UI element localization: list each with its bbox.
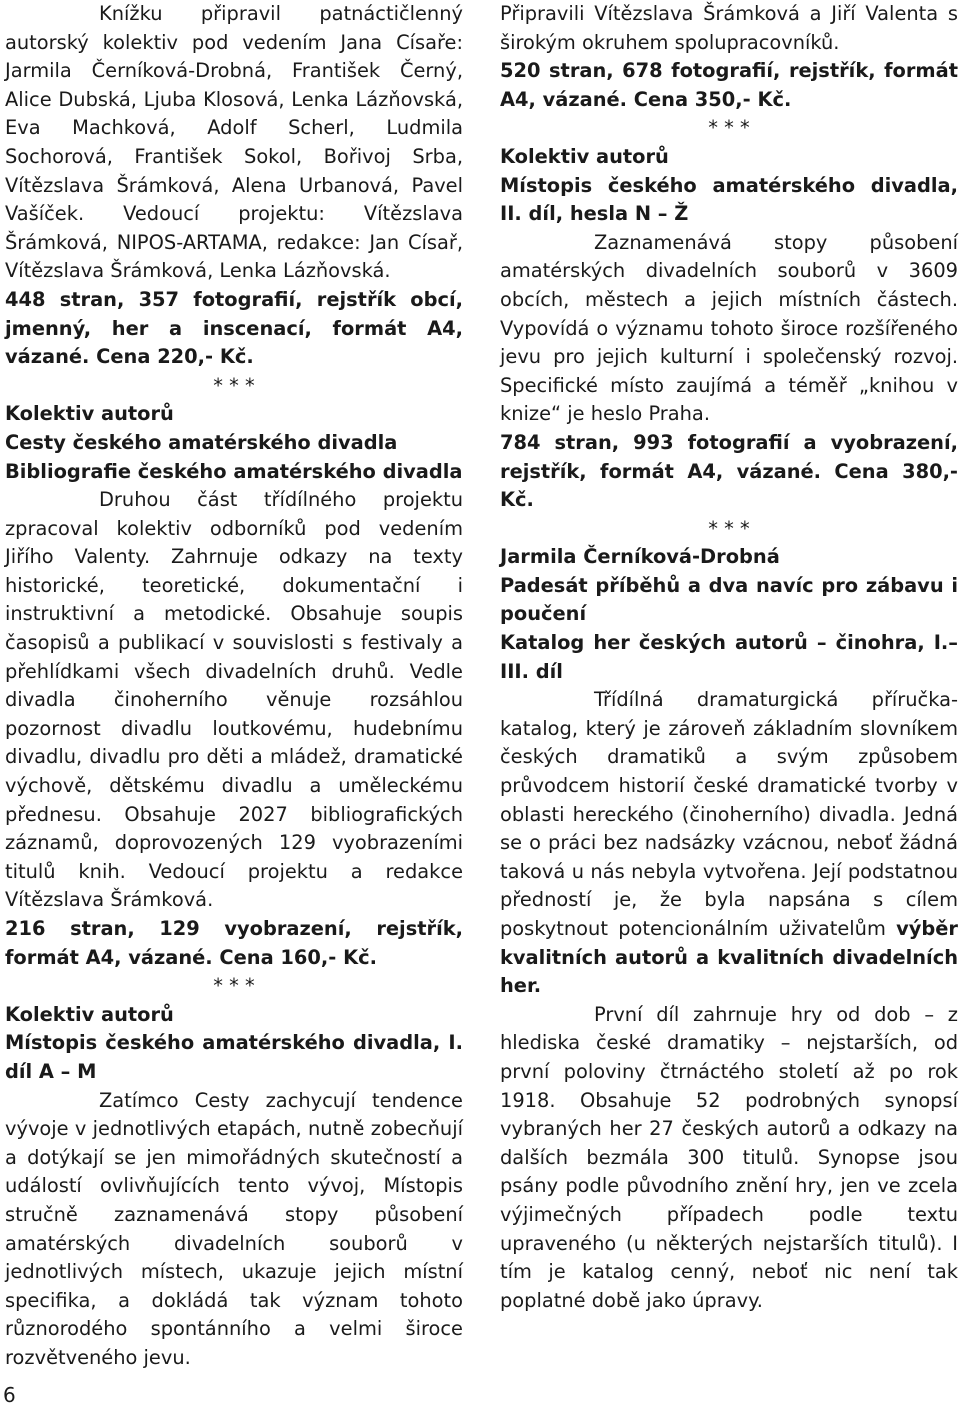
book-subtitle: Bibliografie českého amatérského divadla (5, 459, 463, 483)
book-author: Kolektiv autorů (5, 1002, 174, 1026)
book-title: Padesát příběhů a dva navíc pro zábavu i poučení (500, 573, 958, 626)
book-title: Cesty českého amatérského divadla (5, 430, 398, 454)
book-description: Druhou část třídílného projektu zpracoval kolektiv odborníků pod vedením Jiřího Valenty. Zahrnuje odkazy na texty historické, teoretické, dokumentační i instruktivní a metodické. Obsahuje soupis časopisů a publikací v souvislosti s festivaly a přehlídkami všech divadelních druhů. Vedle divadla činoherního věnuje rozsáhlou pozornost divadlu loutkovému, hudebnímu divadlu, divadlu pro děti a mládež, dramatické výchově, dětskému divadlu a uměleckému přednesu. Obsahuje 2027 bibliografických záznamů, doprovozených 129 vyobrazeními titulů knih. Vedoucí projektu a redakce Vítězslava Šrámková. (5, 488, 463, 912)
book-description: Zatímco Cesty zachycují tendence vývoje v jednotlivých etapách, nutně zobecňují a dotýkají se jen mimořádných skutečností a událostí ovlivňujících tento vývoj, Místopis stručně zaznamenává stopy působení amatérských divadelních souborů v jednotlivých místech, ukazuje jejich místní specifika, a dokládá tak význam tohoto různorodého spontánního a velmi široce rozvětveného jevu. (5, 1088, 463, 1369)
page-number: 6 (3, 1383, 16, 1407)
book-author: Jarmila Černíková-Drobná (500, 545, 780, 569)
left-column (5, 0, 463, 1373)
book-details: 216 stran, 129 vyobrazení, rejstřík, formát A4, vázané. Cena 160,- Kč. (5, 917, 463, 969)
book-author: Kolektiv autorů (500, 144, 669, 168)
intro-paragraph: Knížku připravil patnáctičlenný autorský kolektiv pod vedením Jana Císaře: Jarmila Černíková-Drobná, František Černý, Alice Dubská, Ljuba Klosová, Lenka Lázňovská, Eva Machková, Adolf Scherl, Ludmila Sochorová, František Sokol, Bořivoj Srba, Vítězslava Šrámková, Alena Urbanová, Pavel Vašíček. Vedoucí projektu: Vítězslava Šrámková, NIPOS-ARTAMA, redakce: Jan Císař, Vítězslava Šrámková, Lenka Lázňovská. (5, 2, 463, 283)
right-column (500, 0, 958, 1315)
intro-book-details: 448 stran, 357 fotografií, rejstřík obcí, jmenný, her a inscenací, formát A4, vázané. Cena 220,- Kč. (5, 287, 463, 369)
book-subtitle: Katalog her českých autorů – činohra, I.–III. díl (500, 631, 958, 683)
book-description: První díl zahrnuje hry od dob – z hlediska české dramatiky – nejstarších, od první poloviny čtrnáctého století až po rok 1918. Obsahuje 52 podrobných synopsí vybraných her 27 českých autorů a odkazy na dalších bezmála 300 titulů. Synopse jsou psány podle původního znění hry, jen ve zcela výjimečných případech podle textu upraveného (u některých nejstarších titulů). I tím je katalog cenný, neboť nic není tak poplatné době jako úpravy. (500, 1002, 958, 1312)
book-title: Místopis českého amatérského divadla, II. díl, hesla N – Ž (500, 173, 958, 226)
section-separator: * * * (213, 373, 255, 397)
section-separator: * * * (708, 116, 750, 140)
book-details: 520 stran, 678 fotografií, rejstřík, formát A4, vázané. Cena 350,- Kč. (500, 59, 958, 111)
book-title: Místopis českého amatérského divadla, I. díl A – M (5, 1031, 463, 1083)
section-separator: * * * (708, 516, 750, 540)
book-details: 784 stran, 993 fotografií a vyobrazení, rejstřík, formát A4, vázané. Cena 380,- Kč. (500, 430, 958, 512)
description-text: Třídílná dramaturgická příručka-katalog, který je zároveň základním slovníkem českých dramatiků a svým způsobem průvodcem historií české dramatické tvorby v oblasti hereckého (činoherního) divadla. Jedná se o práci bez nadsázky vzácnou, neboť žádná taková u nás nebyla vytvořena. Její podstatnou předností je, že byla napsána s cílem poskytnout potencionálním uživatelům (500, 688, 958, 940)
book-description-continued: Připravili Vítězslava Šrámková a Jiří Valenta s širokým okruhem spolupracovníků. (500, 2, 958, 54)
book-author: Kolektiv autorů (5, 402, 174, 426)
book-description (500, 686, 958, 1001)
section-separator: * * * (213, 974, 255, 998)
book-description: Zaznamenává stopy působení amatérských divadelních souborů v 3609 obcích, městech a jejich místních částech. Vypovídá o významu tohoto široce rozšířeného jevu pro jejich kulturní i společenský rozvoj. Specifické místo zaujímá a téměř „knihou v knize“ je heslo Praha. (500, 230, 958, 426)
description-emphasis: výběr kvalitních autorů a kvalitních divadelních her. (500, 917, 958, 998)
